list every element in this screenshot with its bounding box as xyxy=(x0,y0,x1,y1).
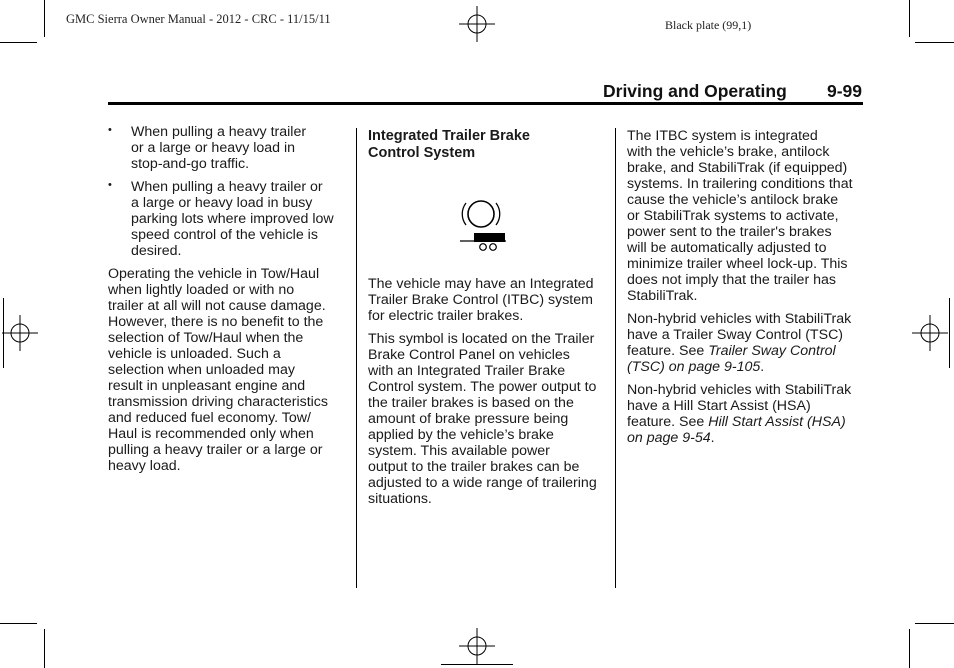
crop-mark xyxy=(44,629,45,668)
text-line: power sent to the trailer's brakes xyxy=(627,224,832,240)
text-line: will be automatically adjusted to xyxy=(627,240,827,256)
crop-mark xyxy=(441,664,513,665)
text-line: Control system. The power output to xyxy=(368,379,597,395)
column-divider xyxy=(356,128,357,588)
text-line xyxy=(627,343,867,359)
text-line: vehicle is unloaded. Such a xyxy=(108,346,281,362)
paragraph xyxy=(627,382,867,446)
paragraph xyxy=(627,311,867,375)
bullet-item xyxy=(108,124,348,172)
paragraph xyxy=(108,266,348,474)
registration-target-icon xyxy=(2,315,38,351)
text-line: minimize trailer wheel lock-up. This xyxy=(627,256,848,272)
text-line xyxy=(627,414,867,430)
trailer-brake-symbol-icon xyxy=(458,194,510,252)
crop-mark xyxy=(44,0,45,37)
text-line: StabiliTrak. xyxy=(627,288,698,304)
text-line: The ITBC system is integrated xyxy=(627,128,818,144)
text-fragment: feature. See xyxy=(627,414,709,430)
text-line: have a Hill Start Assist (HSA) xyxy=(627,398,811,414)
text-line: have a Trailer Sway Control (TSC) xyxy=(627,327,844,343)
plate-info: Black plate (99,1) xyxy=(665,18,752,32)
text-line: Brake Control Panel on vehicles xyxy=(368,347,570,363)
cross-reference-link[interactable]: (TSC) on page 9-105 xyxy=(627,359,761,375)
heading-line: Integrated Trailer Brake xyxy=(368,128,530,144)
text-line xyxy=(627,359,867,375)
crop-mark xyxy=(0,623,37,624)
text-line: and reduced fuel economy. Tow/ xyxy=(108,410,311,426)
text-line: selection when unloaded may xyxy=(108,362,295,378)
text-line: or a large or heavy load in xyxy=(131,140,296,156)
crop-mark xyxy=(949,298,950,368)
column-2 xyxy=(368,128,608,172)
heading-line: Control System xyxy=(368,145,476,161)
bullet-icon: • xyxy=(108,179,112,191)
header-rule xyxy=(108,102,863,105)
section-heading xyxy=(368,128,608,162)
text-line: a large or heavy load in busy xyxy=(131,195,313,211)
text-line: with an Integrated Trailer Brake xyxy=(368,363,566,379)
text-line: output to the trailer brakes can be xyxy=(368,459,580,475)
text-line: Trailer Brake Control (ITBC) system xyxy=(368,292,593,308)
column-divider xyxy=(615,128,616,588)
cross-reference-link[interactable]: on page 9-54 xyxy=(627,430,711,446)
crop-mark xyxy=(0,42,37,43)
text-line: brake, and StabiliTrak (if equipped) xyxy=(627,160,848,176)
text-line: system. This available power xyxy=(368,443,550,459)
text-line: selection of Tow/Haul when the xyxy=(108,330,304,346)
crop-mark xyxy=(915,42,954,43)
text-line: desired. xyxy=(131,243,182,259)
cross-reference-link[interactable]: Trailer Sway Control xyxy=(708,343,836,359)
text-fragment: . xyxy=(710,430,715,446)
text-line: transmission driving characteristics xyxy=(108,394,328,410)
text-line: stop-and-go traffic. xyxy=(131,156,250,172)
text-line: heavy load. xyxy=(108,458,181,474)
crop-mark xyxy=(909,0,910,37)
text-line: adjusted to a wide range of trailering xyxy=(368,475,597,491)
text-line: This symbol is located on the Trailer xyxy=(368,331,595,347)
column-3 xyxy=(627,128,867,446)
text-line: cause the vehicle’s antilock brake xyxy=(627,192,839,208)
paragraph xyxy=(368,276,608,324)
text-line: result in unpleasant engine and xyxy=(108,378,306,394)
crop-mark xyxy=(915,623,954,624)
text-line: amount of brake pressure being xyxy=(368,411,569,427)
text-fragment: feature. See xyxy=(627,343,709,359)
text-line: However, there is no benefit to the xyxy=(108,314,324,330)
text-line: parking lots where improved low xyxy=(131,211,334,227)
text-line: does not imply that the trailer has xyxy=(627,272,836,288)
text-line: Operating the vehicle in Tow/Haul xyxy=(108,266,320,282)
bullet-icon: • xyxy=(108,124,112,136)
text-line: situations. xyxy=(368,491,432,507)
text-line: trailer at all will not cause damage. xyxy=(108,298,326,314)
registration-target-icon xyxy=(912,315,948,351)
text-line: systems. In trailering conditions that xyxy=(627,176,853,192)
column-2-body xyxy=(368,276,608,507)
registration-target-icon xyxy=(459,628,495,664)
text-line: or StabiliTrak systems to activate, xyxy=(627,208,839,224)
section-title: Driving and Operating xyxy=(603,81,787,101)
bullet-item xyxy=(108,179,348,259)
cross-reference-link[interactable]: Hill Start Assist (HSA) xyxy=(708,414,846,430)
column-1 xyxy=(108,124,348,474)
crop-mark xyxy=(909,629,910,668)
text-line: When pulling a heavy trailer xyxy=(131,124,307,140)
manual-info: GMC Sierra Owner Manual - 2012 - CRC - 11/15/11 xyxy=(66,12,331,26)
text-line: When pulling a heavy trailer or xyxy=(131,179,323,195)
text-line: applied by the vehicle’s brake xyxy=(368,427,554,443)
text-line: when lightly loaded or with no xyxy=(108,282,295,298)
page-number: 9-99 xyxy=(827,81,863,101)
text-line: Haul is recommended only when xyxy=(108,426,314,442)
text-line: The vehicle may have an Integrated xyxy=(368,276,594,292)
paragraph xyxy=(627,128,867,304)
text-line: speed control of the vehicle is xyxy=(131,227,318,243)
text-line: with the vehicle’s brake, antilock xyxy=(627,144,830,160)
text-line: for electric trailer brakes. xyxy=(368,308,524,324)
text-line: pulling a heavy trailer or a large or xyxy=(108,442,323,458)
text-line xyxy=(627,430,867,446)
text-line: Non-hybrid vehicles with StabiliTrak xyxy=(627,311,852,327)
registration-target-icon xyxy=(459,6,495,42)
text-line: Non-hybrid vehicles with StabiliTrak xyxy=(627,382,852,398)
text-line: the trailer brakes is based on the xyxy=(368,395,574,411)
text-fragment: . xyxy=(760,359,765,375)
paragraph xyxy=(368,331,608,507)
